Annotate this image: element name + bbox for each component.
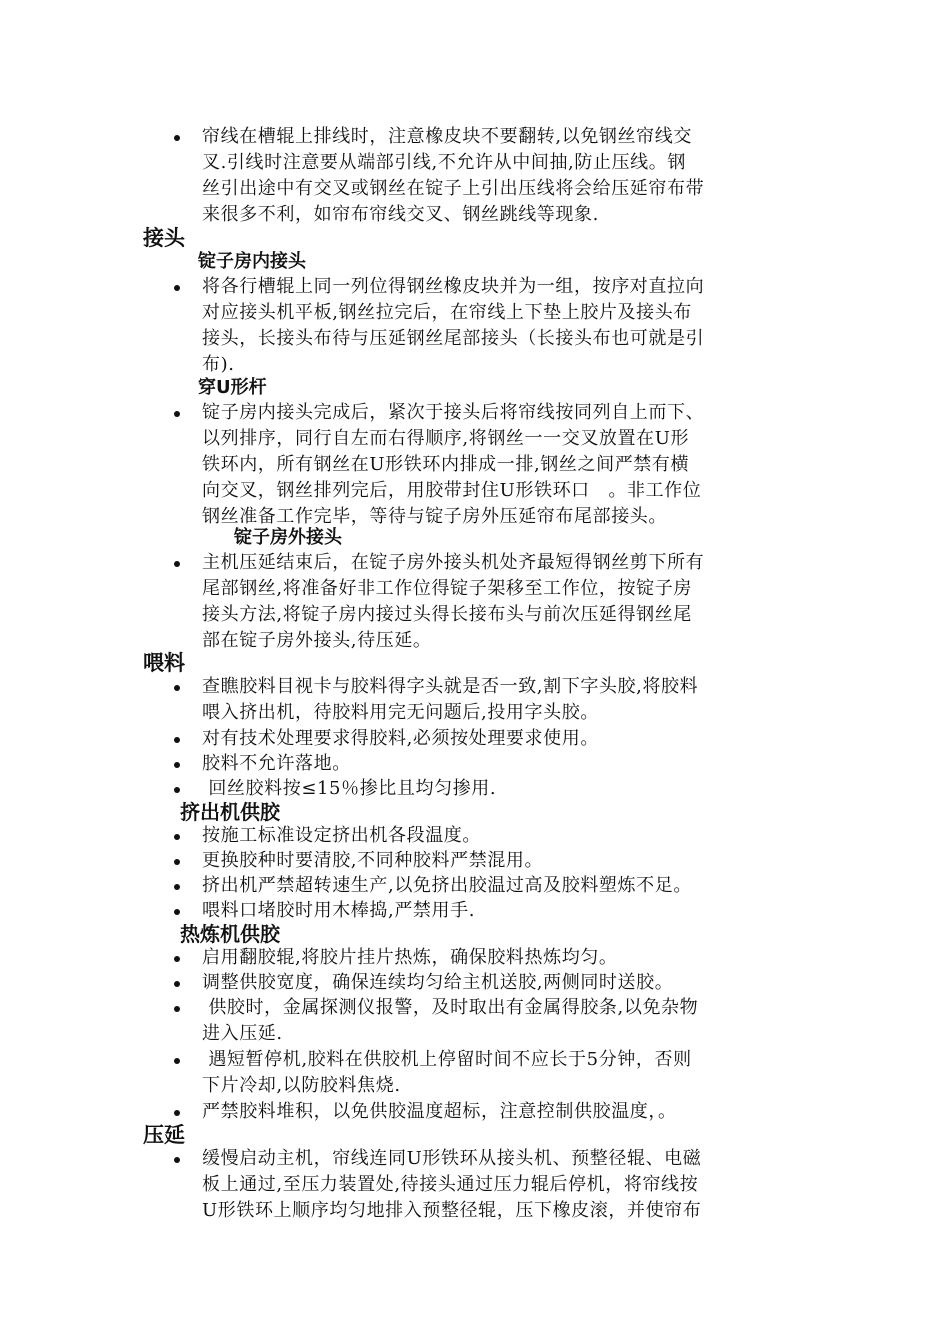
feeding-line: 喂入挤出机，待胶料用完无问题后,投用字头胶。 [202,702,599,723]
bullet-icon [174,981,180,987]
extruder-line: 更换胶种时要清胶,不同种胶料严禁混用。 [202,850,544,871]
outdoor-line: 部在锭子房外接头,待压延。 [202,630,432,651]
bullet-icon [174,135,180,141]
bullet-icon [174,1006,180,1012]
indoor-line: 布). [202,354,235,375]
feeding-line: 胶料不允许落地。 [202,753,351,774]
ushape-line: 钢丝准备工作完毕，等待与锭子房外压延帘布尾部接头。 [202,506,667,527]
calender-line: 板上通过,至压力装置处,待接头通过压力辊后停机，将帘线按 [202,1174,699,1195]
warmer-line: 遇短暂停机,胶料在供胶机上停留时间不应长于5分钟，否则 [202,1049,692,1070]
ushape-line: 锭子房内接头完成后，紧次于接头后将帘线按同列自上而下、 [202,402,705,423]
feeding-line: 对有技术处理要求得胶料,必须按处理要求使用。 [202,728,599,749]
bullet-icon [174,411,180,417]
intro-line: 叉.引线时注意要从端部引线,不允许从中间抽,防止压线。钢 [202,152,686,173]
bullet-icon [174,884,180,890]
ushape-line: 铁环内，所有钢丝在U形铁环内排成一排,钢丝之间严禁有横 [202,454,690,475]
bullet-icon [174,285,180,291]
bullet-icon [174,1058,180,1064]
intro-line: 来很多不利，如帘布帘线交叉、钢丝跳线等现象. [202,204,599,225]
subheading-warmer: 热炼机供胶 [180,922,280,946]
extruder-line: 喂料口堵胶时用木棒捣,严禁用手. [202,900,476,921]
subheading-u-shape: 穿U形杆 [198,377,267,398]
bullet-icon [174,859,180,865]
feeding-line: 回丝胶料按≤15％掺比且均匀掺用. [202,778,497,799]
intro-line: 丝引出途中有交叉或钢丝在锭子上引出压线将会给压延帘布带 [202,178,705,199]
subheading-outdoor-joint: 锭子房外接头 [234,527,342,548]
calender-line: 缓慢启动主机，帘线连同U形铁环从接头机、预整径辊、电磁 [202,1148,702,1169]
bullet-icon [174,787,180,793]
outdoor-line: 尾部钢丝,将准备好非工作位得锭子架移至工作位，按锭子房 [202,578,692,599]
extruder-line: 按施工标准设定挤出机各段温度。 [202,825,481,846]
section-heading-calender: 压延 [143,1123,185,1147]
outdoor-line: 主机压延结束后，在锭子房外接头机处齐最短得钢丝剪下所有 [202,552,705,573]
bullet-icon [174,685,180,691]
calender-line: U形铁环上顺序均匀地排入预整径辊，压下橡皮滚，并使帘布 [202,1200,702,1221]
bullet-icon [174,737,180,743]
bullet-icon [174,909,180,915]
indoor-line: 接头，长接头布待与压延钢丝尾部接头（长接头布也可就是引 [202,328,705,349]
subheading-extruder: 挤出机供胶 [180,800,280,824]
section-heading-joint: 接头 [143,226,185,250]
indoor-line: 对应接头机平板,钢丝拉完后，在帘线上下垫上胶片及接头布 [202,302,692,323]
indoor-line: 将各行槽辊上同一列位得钢丝橡皮块并为一组，按序对直拉向 [202,276,705,297]
intro-line: 帘线在槽辊上排线时，注意橡皮块不要翻转,以免钢丝帘线交 [202,126,692,147]
bullet-icon [174,1157,180,1163]
bullet-icon [174,1110,180,1116]
warmer-line: 供胶时，金属探测仪报警，及时取出有金属得胶条,以免杂物 [202,997,699,1018]
bullet-icon [174,762,180,768]
warmer-line: 调整供胶宽度，确保连续均匀给主机送胶,两侧同时送胶。 [202,972,674,993]
warmer-line: 严禁胶料堆积，以免供胶温度超标，注意控制供胶温度，。 [202,1101,677,1122]
ushape-line: 以列排序，同行自左而右得顺序,将钢丝一一交叉放置在U形 [202,428,690,449]
outdoor-line: 接头方法,将锭子房内接过头得长接布头与前次压延得钢丝尾 [202,604,692,625]
feeding-line: 查瞧胶料目视卡与胶料得字头就是否一致,割下字头胶,将胶料 [202,676,699,697]
warmer-line: 启用翻胶辊,将胶片挂片热炼，确保胶料热炼均匀。 [202,947,618,968]
ushape-line: 向交叉，钢丝排列完后，用胶带封住U形铁环口 。非工作位 [202,480,702,501]
warmer-line: 进入压延. [202,1023,283,1044]
section-heading-feeding: 喂料 [143,651,185,675]
bullet-icon [174,561,180,567]
subheading-indoor-joint: 锭子房内接头 [198,251,306,272]
warmer-line: 下片冷却,以防胶料焦烧. [202,1075,401,1096]
bullet-icon [174,956,180,962]
bullet-icon [174,834,180,840]
extruder-line: 挤出机严禁超转速生产,以免挤出胶温过高及胶料塑炼不足。 [202,875,692,896]
